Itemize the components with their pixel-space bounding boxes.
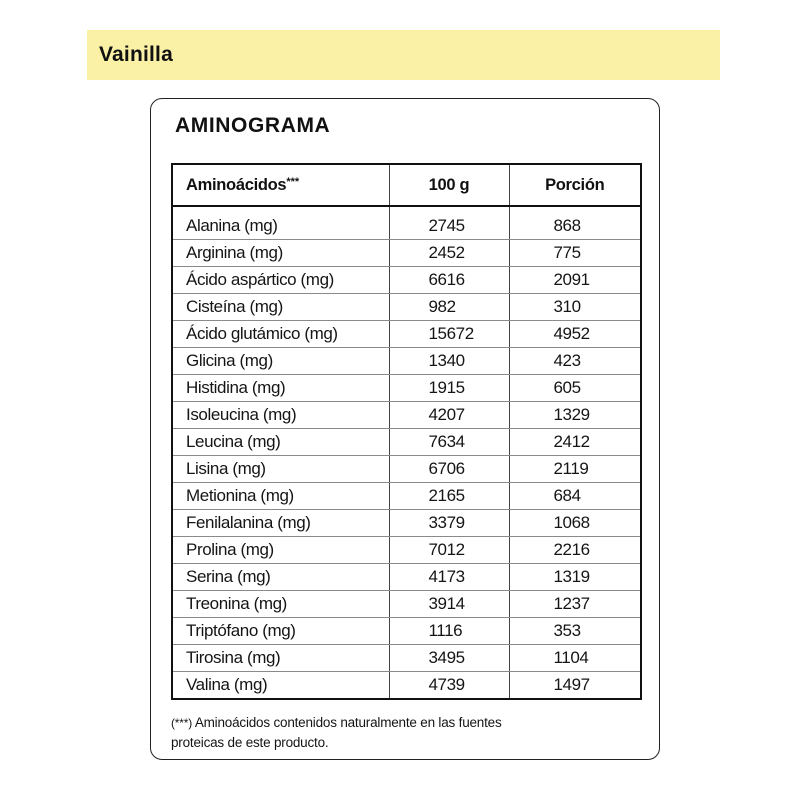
table-row [172,375,641,402]
footnote-line-1: Aminoácidos contenidos naturalmente en las fuentes [194,715,502,730]
table-row [172,591,641,618]
per-100g-value-cell: 7012 [389,537,509,564]
table-row [172,348,641,375]
amino-acid-name-cell: Isoleucina (mg) [172,402,389,429]
aminogram-card [150,98,660,760]
spacer-row [172,206,641,213]
header-amino-acids [172,164,389,206]
amino-acid-name-cell: Glicina (mg) [172,348,389,375]
flavor-banner [87,30,720,80]
amino-acid-name-cell: Triptófano (mg) [172,618,389,645]
per-100g-value-cell: 4739 [389,672,509,700]
per-100g-value-cell: 3379 [389,510,509,537]
per-100g-value-cell: 7634 [389,429,509,456]
per-portion-value-cell: 775 [509,240,641,267]
header-per-100g: 100 g [389,164,509,206]
per-100g-value-cell: 3914 [389,591,509,618]
amino-acid-name-cell: Tirosina (mg) [172,645,389,672]
table-row [172,672,641,700]
table-row [172,537,641,564]
per-portion-value-cell: 868 [509,213,641,240]
per-portion-value-cell: 2412 [509,429,641,456]
amino-acid-name-cell: Alanina (mg) [172,213,389,240]
table-row [172,240,641,267]
per-portion-value-cell: 1237 [509,591,641,618]
per-100g-value-cell: 1915 [389,375,509,402]
per-portion-value-cell: 1104 [509,645,641,672]
footnote-line-2: proteicas de este producto. [171,735,329,750]
header-per-portion: Porción [509,164,641,206]
table-row [172,402,641,429]
amino-acid-name-cell: Leucina (mg) [172,429,389,456]
per-100g-value-cell: 2452 [389,240,509,267]
amino-acid-name-cell: Metionina (mg) [172,483,389,510]
per-portion-value-cell: 353 [509,618,641,645]
table-body [172,213,641,699]
header-amino-acids-label: Aminoácidos [186,175,287,194]
table-row [172,429,641,456]
per-portion-value-cell: 1329 [509,402,641,429]
per-100g-value-cell: 1340 [389,348,509,375]
table-row [172,564,641,591]
table-row [172,294,641,321]
per-100g-value-cell: 6706 [389,456,509,483]
per-100g-value-cell: 982 [389,294,509,321]
table-spacer [172,206,641,213]
flavor-label: Vainilla [99,43,173,66]
per-100g-value-cell: 6616 [389,267,509,294]
card-title: AMINOGRAMA [175,114,331,137]
table-row [172,213,641,240]
table-header [172,164,641,206]
per-100g-value-cell: 2745 [389,213,509,240]
table-row [172,645,641,672]
table-row [172,267,641,294]
per-100g-value-cell: 2165 [389,483,509,510]
per-portion-value-cell: 2216 [509,537,641,564]
amino-acid-name-cell: Serina (mg) [172,564,389,591]
aminogram-table [171,163,642,700]
per-100g-value-cell: 15672 [389,321,509,348]
per-100g-value-cell: 3495 [389,645,509,672]
per-portion-value-cell: 2091 [509,267,641,294]
per-portion-value-cell: 310 [509,294,641,321]
per-portion-value-cell: 1319 [509,564,641,591]
per-portion-value-cell: 2119 [509,456,641,483]
per-portion-value-cell: 684 [509,483,641,510]
amino-acid-name-cell: Treonina (mg) [172,591,389,618]
per-portion-value-cell: 1497 [509,672,641,700]
table-row [172,456,641,483]
footnote-mark: (***) [171,716,193,730]
per-portion-value-cell: 423 [509,348,641,375]
table-row [172,618,641,645]
per-portion-value-cell: 605 [509,375,641,402]
per-100g-value-cell: 4207 [389,402,509,429]
amino-acid-name-cell: Prolina (mg) [172,537,389,564]
per-portion-value-cell: 4952 [509,321,641,348]
amino-acid-name-cell: Histidina (mg) [172,375,389,402]
table-row [172,510,641,537]
footnote [171,713,502,753]
per-100g-value-cell: 1116 [389,618,509,645]
header-footnote-mark: *** [286,175,300,188]
header-row [172,164,641,206]
amino-acid-name-cell: Fenilalanina (mg) [172,510,389,537]
amino-acid-name-cell: Ácido glutámico (mg) [172,321,389,348]
amino-acid-name-cell: Valina (mg) [186,675,268,694]
amino-acid-name-cell: Lisina (mg) [172,456,389,483]
table-row [172,483,641,510]
per-portion-value-cell: 1068 [509,510,641,537]
per-100g-value-cell: 4173 [389,564,509,591]
amino-acid-name-cell: Cisteína (mg) [172,294,389,321]
amino-acid-name-cell: Arginina (mg) [172,240,389,267]
amino-acid-name-cell: Ácido aspártico (mg) [172,267,389,294]
table-row [172,321,641,348]
